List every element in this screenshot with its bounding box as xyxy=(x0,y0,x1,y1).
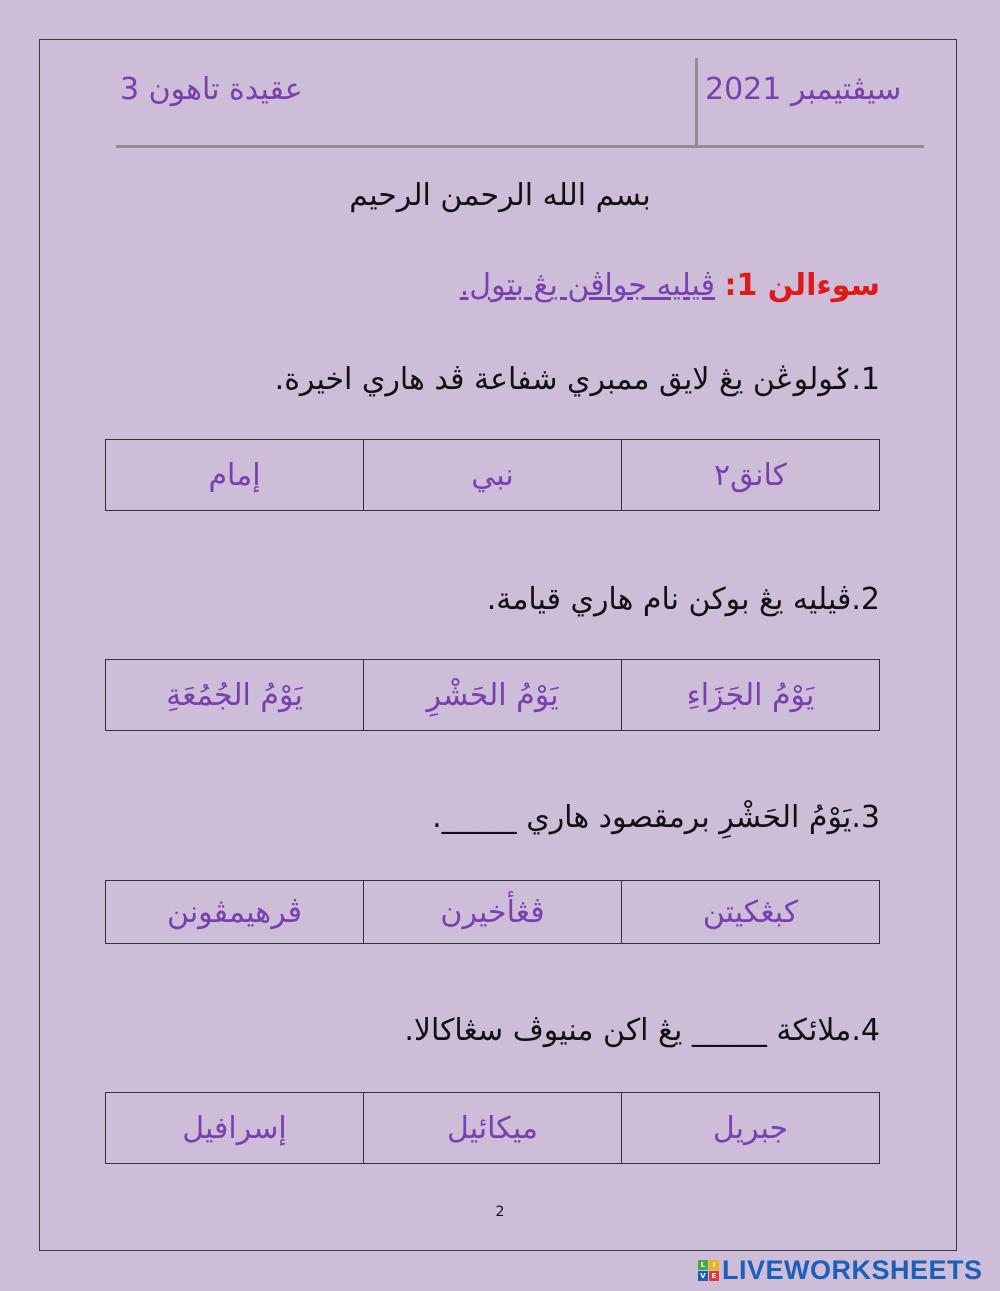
option-cell[interactable]: إسرافيل xyxy=(106,1093,364,1164)
question-text: ملائكة _____ يڠ اكن منيوڤ سڠاكالا. xyxy=(404,1013,852,1048)
section-heading xyxy=(300,268,880,303)
page-frame xyxy=(39,39,957,1251)
question-number: 3. xyxy=(851,800,880,835)
question-number: 2. xyxy=(851,582,880,617)
header-rule xyxy=(116,145,924,148)
option-cell[interactable]: إمام xyxy=(106,440,364,511)
question-text: يَوْمُ الحَشْرِ برمقصود هاري _____. xyxy=(432,800,852,835)
option-cell[interactable]: كبڠكيتن xyxy=(622,881,880,944)
section-label: سوءالن 1: xyxy=(724,268,880,303)
option-cell[interactable]: يَوْمُ الجَزَاءِ xyxy=(622,660,880,731)
option-cell[interactable]: ڤڠأخيرن xyxy=(364,881,622,944)
page-number: 2 xyxy=(495,1204,505,1220)
liveworksheets-logo-icon: L I V E xyxy=(698,1260,719,1281)
header-divider xyxy=(695,58,698,148)
question-2 xyxy=(150,582,880,617)
option-cell[interactable]: ڤرهيمڤونن xyxy=(106,881,364,944)
option-cell[interactable]: يَوْمُ الجُمُعَةِ xyxy=(106,660,364,731)
question-text: ݢولوڠن يڠ لايق ممبري شفاعة ڤد هاري اخيرة. xyxy=(274,362,852,397)
option-cell[interactable]: كانق٢ xyxy=(622,440,880,511)
options-table-1 xyxy=(105,439,880,511)
basmala: بسم الله الرحمن الرحيم xyxy=(349,178,651,213)
option-cell[interactable]: جبريل xyxy=(622,1093,880,1164)
option-cell[interactable]: يَوْمُ الحَشْرِ xyxy=(364,660,622,731)
brand-text: LIVEWORKSHEETS xyxy=(722,1254,983,1285)
question-1 xyxy=(150,362,880,397)
question-number: 1. xyxy=(851,362,880,397)
course-title: عقيدة تاهون 3 xyxy=(120,72,303,107)
options-table-2 xyxy=(105,659,880,731)
option-cell[interactable]: ميكائيل xyxy=(364,1093,622,1164)
option-cell[interactable]: نبي xyxy=(364,440,622,511)
question-number: 4. xyxy=(851,1013,880,1048)
liveworksheets-brand[interactable] xyxy=(698,1255,983,1285)
worksheet-date: سيڤتيمبر 2021 xyxy=(705,72,902,107)
question-4 xyxy=(150,1013,880,1048)
options-table-3 xyxy=(105,880,880,944)
section-instruction: ڤيليه جواڤن يڠ بتول. xyxy=(459,268,715,303)
question-3 xyxy=(150,800,880,835)
question-text: ڤيليه يڠ بوكن نام هاري قيامة. xyxy=(486,582,852,617)
options-table-4 xyxy=(105,1092,880,1164)
